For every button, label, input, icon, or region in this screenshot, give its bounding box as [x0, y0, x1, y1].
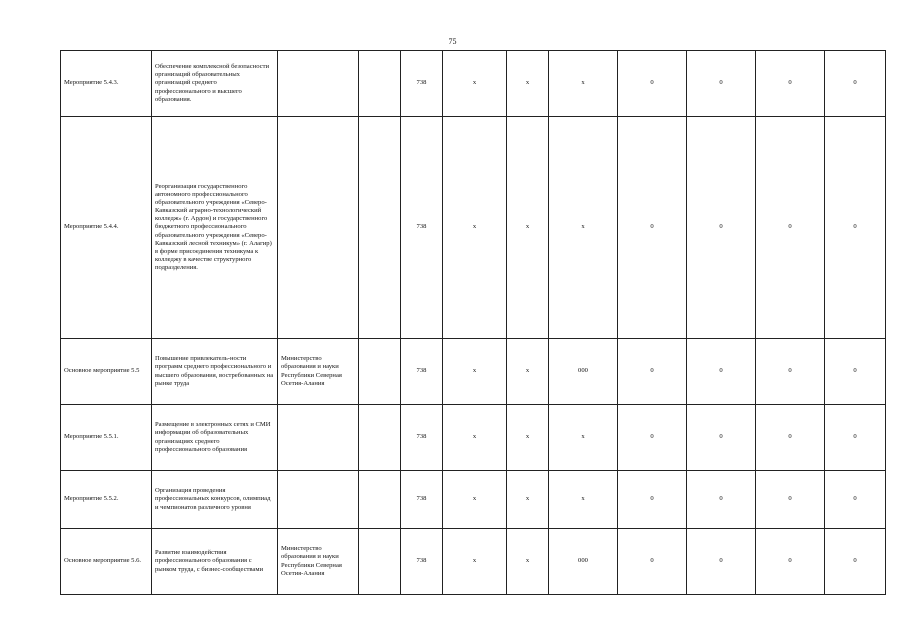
activity-name-cell: Мероприятие 5.5.2.: [61, 471, 152, 529]
value-cell: х: [549, 117, 618, 339]
value-cell: 000: [549, 529, 618, 595]
activity-name-cell: Мероприятие 5.4.3.: [61, 51, 152, 117]
table-row: [61, 405, 886, 471]
empty-cell: [359, 51, 401, 117]
value-cell: 738: [401, 339, 443, 405]
responsible-executor-cell: [278, 471, 359, 529]
activity-description-cell: Повышение привлекатель-ности программ среднего профессионального и высшего образования, востребованных на рынке труда: [152, 339, 278, 405]
value-cell: 0: [687, 471, 756, 529]
value-cell: 0: [756, 405, 825, 471]
value-cell: 0: [687, 339, 756, 405]
value-cell: х: [443, 51, 507, 117]
responsible-executor-cell: Министерство образования и науки Республики Северная Осетия-Алания: [278, 529, 359, 595]
empty-cell: [359, 471, 401, 529]
value-cell: 738: [401, 51, 443, 117]
table-row: [61, 339, 886, 405]
value-cell: х: [549, 405, 618, 471]
value-cell: х: [507, 117, 549, 339]
value-cell: 0: [618, 339, 687, 405]
activity-description-cell: Организация проведения профессиональных конкурсов, олимпиад и чемпионатов различного уровня: [152, 471, 278, 529]
value-cell: х: [549, 51, 618, 117]
value-cell: 0: [825, 405, 886, 471]
value-cell: х: [549, 471, 618, 529]
value-cell: х: [507, 51, 549, 117]
value-cell: 0: [618, 471, 687, 529]
activity-description-cell: Размещение в электронных сетях и СМИ информации об образовательных организациях среднего профессионального образования: [152, 405, 278, 471]
value-cell: 0: [687, 51, 756, 117]
value-cell: х: [507, 471, 549, 529]
responsible-executor-cell: [278, 405, 359, 471]
value-cell: 0: [825, 51, 886, 117]
value-cell: 0: [618, 529, 687, 595]
empty-cell: [359, 339, 401, 405]
value-cell: 738: [401, 405, 443, 471]
table-body: [61, 51, 886, 595]
value-cell: 0: [618, 117, 687, 339]
value-cell: 0: [825, 529, 886, 595]
budget-table: [60, 50, 886, 595]
value-cell: 0: [825, 339, 886, 405]
value-cell: х: [507, 339, 549, 405]
value-cell: х: [443, 117, 507, 339]
value-cell: 0: [687, 405, 756, 471]
activity-name-cell: Основное мероприятие 5.5: [61, 339, 152, 405]
value-cell: 0: [756, 471, 825, 529]
activity-description-cell: Обеспечение комплексной безопасности организаций образовательных организаций среднего профессионального и высшего образования.: [152, 51, 278, 117]
value-cell: х: [443, 529, 507, 595]
empty-cell: [359, 529, 401, 595]
value-cell: х: [443, 339, 507, 405]
table-row: [61, 529, 886, 595]
activity-description-cell: Развитие взаимодействия профессионального образования с рынком труда, с бизнес-сообществами: [152, 529, 278, 595]
activity-name-cell: Мероприятие 5.5.1.: [61, 405, 152, 471]
value-cell: 0: [756, 339, 825, 405]
value-cell: 0: [687, 117, 756, 339]
value-cell: х: [507, 405, 549, 471]
empty-cell: [359, 405, 401, 471]
value-cell: 0: [756, 117, 825, 339]
activity-description-cell: Реорганизация государственного автономного профессионального образовательного учреждения «Северо-Кавказский аграрно-технологический колледж» (г. Ардон) и государственного бюджетного профессионального образовательного учреждения «Северо-Кавказский лесной техникум» (г. Алагир) в форме присоединения техникума к колледжу в качестве структурного подразделения.: [152, 117, 278, 339]
page-number: 75: [448, 37, 457, 46]
value-cell: 0: [756, 529, 825, 595]
value-cell: х: [443, 405, 507, 471]
value-cell: 738: [401, 117, 443, 339]
activity-name-cell: Основное мероприятие 5.6.: [61, 529, 152, 595]
value-cell: 0: [618, 51, 687, 117]
value-cell: 738: [401, 529, 443, 595]
value-cell: х: [443, 471, 507, 529]
value-cell: 0: [756, 51, 825, 117]
value-cell: 0: [618, 405, 687, 471]
value-cell: х: [507, 529, 549, 595]
responsible-executor-cell: [278, 117, 359, 339]
empty-cell: [359, 117, 401, 339]
value-cell: 0: [825, 471, 886, 529]
table-row: [61, 51, 886, 117]
value-cell: 0: [825, 117, 886, 339]
table-row: [61, 471, 886, 529]
value-cell: 738: [401, 471, 443, 529]
activity-name-cell: Мероприятие 5.4.4.: [61, 117, 152, 339]
responsible-executor-cell: Министерство образования и науки Республики Северная Осетия-Алания: [278, 339, 359, 405]
table-row: [61, 117, 886, 339]
value-cell: 000: [549, 339, 618, 405]
value-cell: 0: [687, 529, 756, 595]
responsible-executor-cell: [278, 51, 359, 117]
